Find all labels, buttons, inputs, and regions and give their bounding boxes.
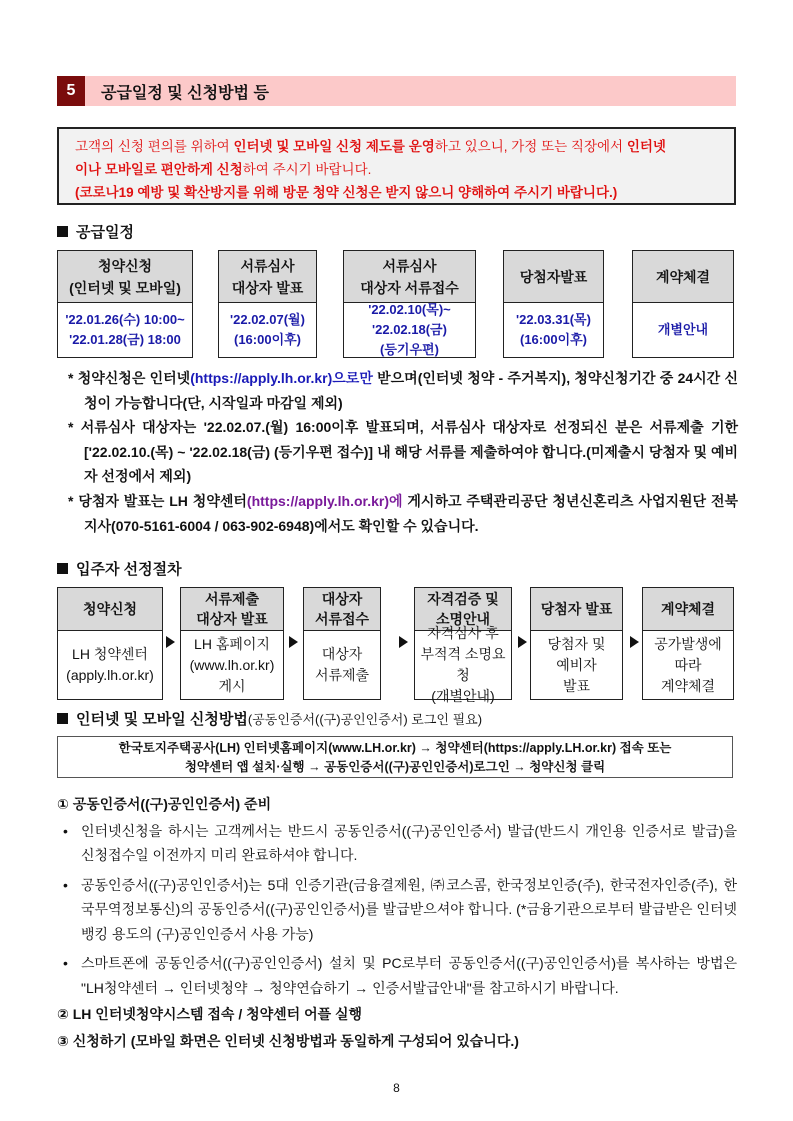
process-heading — [57, 558, 182, 579]
bullet-item: • 공동인증서((구)공인인증서)는 5대 인증기관(금융결제원, ㈜코스콤, 한국정보인증(주), 한국전자인증(주), 한국무역정보통신)의 공동인증서((구)공인인증서)를 발급받으셔야 합니다. (*금융기관으로부터 발급받은 인터넷뱅킹 용도의 (구)공인인증서 사용 가능) — [57, 873, 737, 947]
notice-bold: 이나 모바일로 편안하게 신청 — [75, 162, 243, 177]
arrow-right-icon — [166, 636, 175, 648]
section-title: 공급일정 및 신청방법 등 — [101, 84, 269, 102]
process-box — [414, 587, 512, 704]
notice-text: 하고 있으니, 가정 또는 직장에서 — [434, 139, 627, 154]
method-details — [57, 790, 737, 1055]
arrow-right-icon — [518, 636, 527, 648]
body-line: (16:00이후) — [233, 332, 302, 347]
box-body — [304, 631, 380, 699]
body-line: (개별안내) — [431, 688, 495, 704]
login-step-line: 한국토지주택공사(LH) 인터넷홈페이지(www.LH.or.kr) → 청약센터(https://apply.LH.or.kr) 접속 또는 — [118, 741, 672, 755]
body-line: 부적격 소명요청 — [420, 646, 506, 683]
box-header — [344, 251, 475, 303]
box-body — [181, 631, 283, 699]
heading-text: 공급일정 — [76, 224, 134, 241]
body-line: '22.02.18(금) — [372, 322, 447, 337]
apply-link[interactable]: (https://apply.lh.or.kr)으로만 — [190, 370, 373, 386]
box-header — [58, 588, 162, 631]
header-line: 청약신청 — [97, 257, 153, 274]
step-1: ① 공동인증서((구)공인인증서) 준비 — [57, 796, 272, 812]
square-bullet-icon — [57, 226, 68, 237]
header-line: 당첨자발표 — [519, 268, 588, 285]
header-line: 대상자 발표 — [196, 611, 268, 627]
box-body — [633, 303, 733, 357]
bullet-item: • 인터넷신청을 하시는 고객께서는 반드시 공동인증서((구)공인인증서) 발급(반드시 개인용 인증서로 발급)을 신청접수일 이전까지 미리 완료하셔야 합니다. — [57, 819, 737, 868]
schedule-box — [218, 250, 317, 358]
box-header — [304, 588, 380, 631]
box-body — [415, 625, 511, 704]
body-line: 서류제출 — [314, 667, 370, 683]
header-line: (인터넷 및 모바일) — [69, 279, 181, 296]
apply-link[interactable]: (https://apply.lh.or.kr)에 — [246, 492, 403, 509]
notice-bold: 인터넷 — [626, 139, 666, 154]
body-line: 예비자 — [556, 656, 597, 673]
header-line: 대상자 — [321, 591, 363, 607]
box-body — [344, 303, 475, 357]
header-line: 청약신청 — [82, 601, 138, 617]
box-header — [643, 588, 733, 631]
box-header — [219, 251, 316, 303]
notice-bold: 인터넷 및 모바일 신청 제도를 운영 — [233, 139, 435, 154]
note-3: * 당첨자 발표는 LH 청약센터(https://apply.lh.or.kr)에 게시하고 주택관리공단 청년신혼리츠 사업지원단 전북지사(070-5161-6004 / 063-902-6948)에서도 확인할 수 있습니다. — [68, 492, 738, 534]
schedule-box — [343, 250, 476, 358]
schedule-heading — [57, 221, 134, 242]
heading-sub: (공동인증서((구)공인인증서) 로그인 필요) — [247, 712, 483, 727]
header-line: 계약체결 — [660, 601, 716, 617]
header-line: 계약체결 — [655, 268, 711, 285]
header-line: 자격검증 및 — [427, 591, 499, 607]
body-line: LH 홈페이지 — [194, 635, 270, 652]
notice-box — [57, 127, 736, 205]
page-number: 8 — [393, 1081, 400, 1095]
header-line: 대상자 발표 — [231, 279, 304, 296]
header-line: 서류제출 — [204, 591, 260, 607]
body-line: (www.lh.or.kr) — [189, 656, 275, 673]
section-header — [57, 76, 736, 106]
box-body — [58, 303, 192, 357]
arrow-right-icon — [630, 636, 639, 648]
body-line: LH 청약센터 — [72, 646, 148, 662]
header-line: 서류심사 — [240, 257, 295, 274]
header-line: 서류심사 — [382, 257, 437, 274]
square-bullet-icon — [57, 713, 68, 724]
body-line: 계약체결 — [660, 677, 716, 694]
process-box — [57, 587, 163, 700]
step-3: ③ 신청하기 (모바일 화면은 인터넷 신청방법과 동일하게 구성되어 있습니다.) — [57, 1032, 519, 1049]
note-1: * 청약신청은 인터넷(https://apply.lh.or.kr)으로만 받으며(인터넷 청약 - 주거복지), 청약신청기간 중 24시간 신청이 가능합니다(단, 시작일과 마감일 제외) — [68, 370, 738, 411]
body-line: '22.02.10(목)~ — [368, 302, 451, 317]
section-number: 5 — [57, 76, 85, 106]
step-2: ② LH 인터넷청약시스템 접속 / 청약센터 어플 실행 — [57, 1006, 363, 1022]
process-box — [303, 587, 381, 700]
method-heading — [57, 708, 482, 729]
note-2: * 서류심사 대상자는 '22.02.07.(월) 16:00이후 발표되며, 서류심사 대상자로 선정되신 분은 서류제출 기한 ['22.02.10.(목) ~ '22.02.18(금) (등기우편 접수)] 내 해당 서류를 제출하여야 합니다.(미제출시 당첨자 및 예비자 선정에서 제외) — [68, 419, 738, 485]
box-header — [504, 251, 603, 303]
body-line: 대상자 — [321, 646, 363, 662]
header-line: 당첨자 발표 — [540, 601, 613, 617]
login-steps-box — [57, 736, 733, 778]
notice-text: 고객의 신청 편의를 위하여 — [75, 139, 234, 154]
body-line: 자격심사 후 — [427, 625, 499, 641]
schedule-box — [57, 250, 193, 358]
body-line: 당첨자 및 — [547, 635, 606, 652]
heading-text: 인터넷 및 모바일 신청방법 — [76, 711, 248, 728]
process-box — [530, 587, 623, 700]
body-line: (16:00이후) — [519, 332, 588, 347]
box-body — [643, 631, 733, 699]
heading-text: 입주자 선정절차 — [76, 561, 182, 578]
body-line: 발표 — [562, 677, 591, 694]
box-body — [531, 631, 622, 699]
body-line: 게시 — [218, 677, 246, 694]
box-header — [531, 588, 622, 631]
body-line: '22.03.31(목) — [516, 312, 591, 327]
schedule-box — [632, 250, 734, 358]
process-box — [642, 587, 734, 700]
login-step-line: 청약센터 앱 설치·실행 → 공동인증서((구)공인인증서)로그인 → 청약신청 클릭 — [184, 760, 606, 774]
bullet-item: • 스마트폰에 공동인증서((구)공인인증서) 설치 및 PC로부터 공동인증서((구)공인인증서)를 복사하는 방법은 "LH청약센터 → 인터넷청약 → 청약연습하기 → 인증서발급안내"를 참고하시기 바랍니다. — [57, 951, 737, 1000]
square-bullet-icon — [57, 563, 68, 574]
process-box — [180, 587, 284, 700]
body-line: '22.01.28(금) 18:00 — [69, 332, 181, 347]
header-line: 대상자 서류접수 — [360, 279, 459, 296]
body-line: 개별안내 — [657, 322, 709, 337]
body-line: (apply.lh.or.kr) — [66, 667, 154, 683]
box-header — [633, 251, 733, 303]
body-line: '22.02.07(월) — [230, 312, 305, 327]
body-line: '22.01.26(수) 10:00~ — [65, 312, 185, 327]
box-body — [58, 631, 162, 699]
arrow-right-icon — [399, 636, 408, 648]
box-header — [58, 251, 192, 303]
schedule-box — [503, 250, 604, 358]
schedule-notes — [68, 366, 738, 538]
box-body — [219, 303, 316, 357]
header-line: 소명안내 — [435, 611, 491, 627]
box-body — [504, 303, 603, 357]
body-line: 공가발생에 — [654, 635, 722, 652]
body-line: 따라 — [674, 656, 702, 673]
notice-covid: (코로나19 예방 및 확산방지를 위해 방문 청약 신청은 받지 않으니 양해하여 주시기 바랍니다.) — [75, 185, 618, 200]
box-header — [181, 588, 283, 631]
notice-text: 하여 주시기 바랍니다. — [242, 162, 372, 177]
body-line: (등기우편) — [380, 342, 439, 357]
header-line: 서류접수 — [314, 611, 370, 627]
arrow-right-icon — [289, 636, 298, 648]
